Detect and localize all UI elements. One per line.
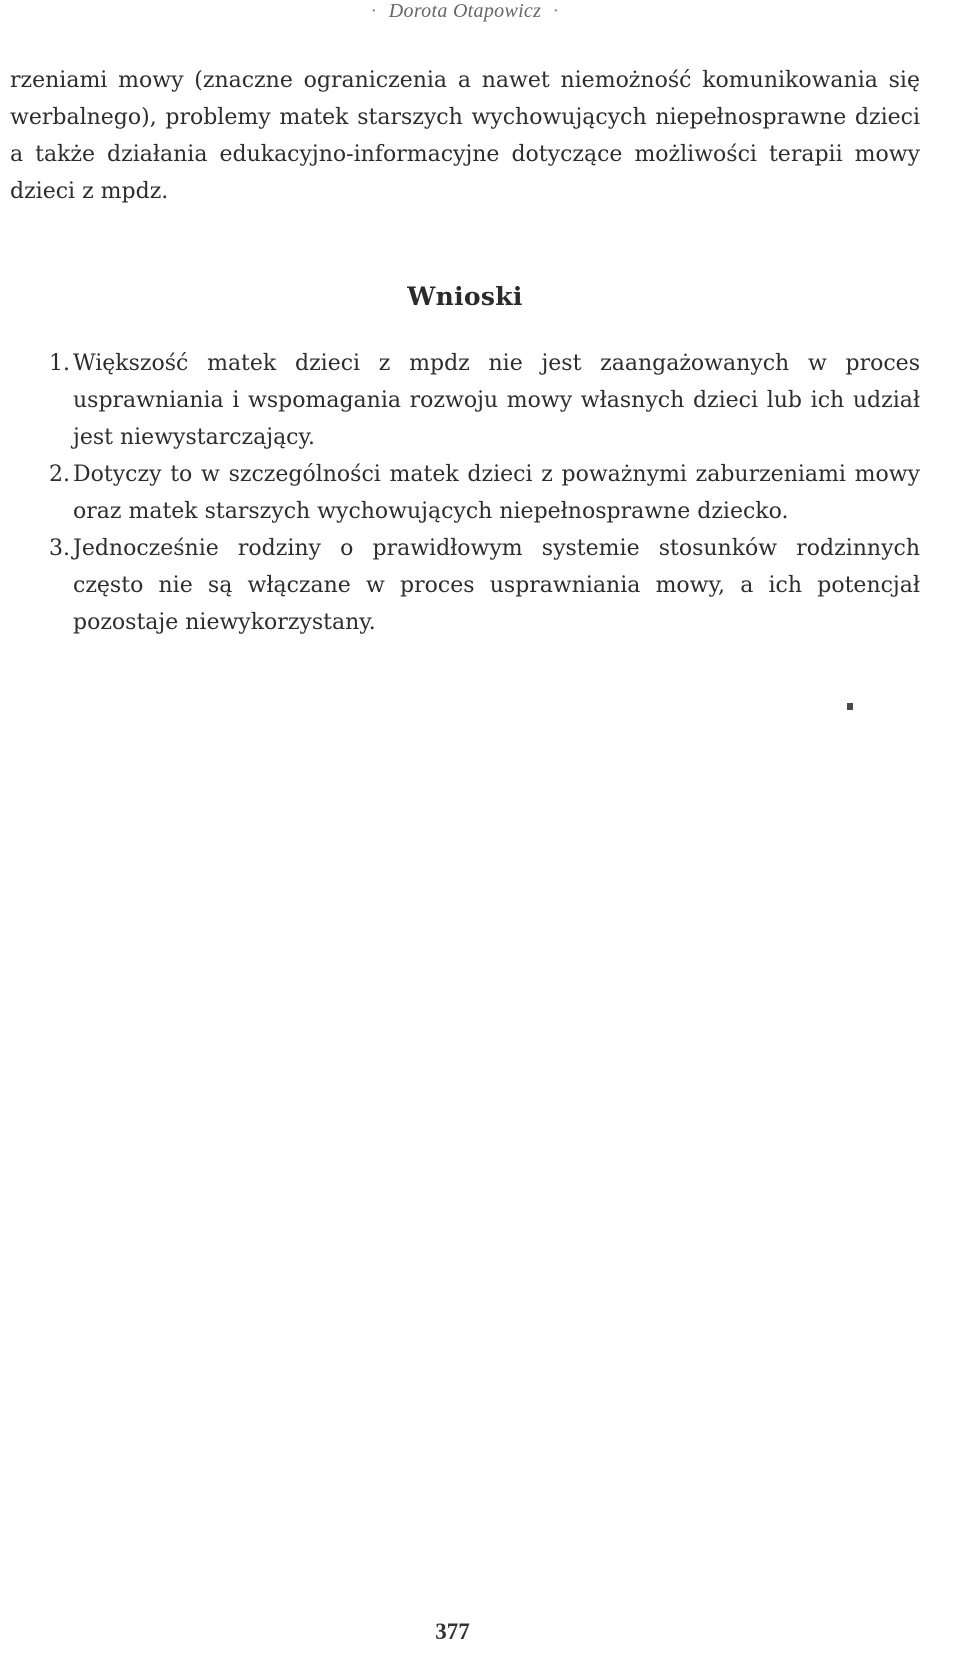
header-separator-right: · — [552, 0, 560, 22]
running-header — [0, 0, 930, 23]
conclusion-text: Większość matek dzieci z mpdz nie jest zaangażowanych w proces usprawniania i wspomagania rozwoju mowy własnych dzieci lub ich udział jest niewystarczający. — [73, 351, 920, 450]
running-title: Dorota Otapowicz — [388, 0, 542, 22]
page-number: 377 — [435, 1619, 470, 1644]
conclusion-number: 3. — [49, 536, 70, 561]
conclusion-number: 2. — [49, 462, 70, 487]
page-body — [10, 62, 920, 641]
header-separator-left: · — [370, 0, 378, 22]
section-heading: Wnioski — [407, 282, 523, 311]
conclusion-item — [10, 456, 920, 530]
conclusion-text: Dotyczy to w szczególności matek dzieci z poważnymi zaburzeniami mowy oraz matek starszych wychowujących niepełnosprawne dziecko. — [73, 462, 920, 524]
conclusion-item — [10, 530, 920, 641]
end-of-section-marker — [847, 703, 853, 710]
conclusion-text: Jednocześnie rodziny o prawidłowym systemie stosunków rodzinnych często nie są włączane w proces usprawniania mowy, a ich potencjał pozostaje niewykorzystany. — [73, 536, 920, 635]
intro-paragraph: rzeniami mowy (znaczne ograniczenia a nawet niemożność komunikowania się werbalnego), problemy matek starszych wychowujących niepełnosprawne dzieci a także działania edukacyjno-informacyjne dotyczące możliwości terapii mowy dzieci z mpdz. — [10, 68, 920, 204]
conclusion-item — [10, 345, 920, 456]
conclusion-number: 1. — [49, 351, 70, 376]
conclusions-list — [10, 345, 920, 641]
